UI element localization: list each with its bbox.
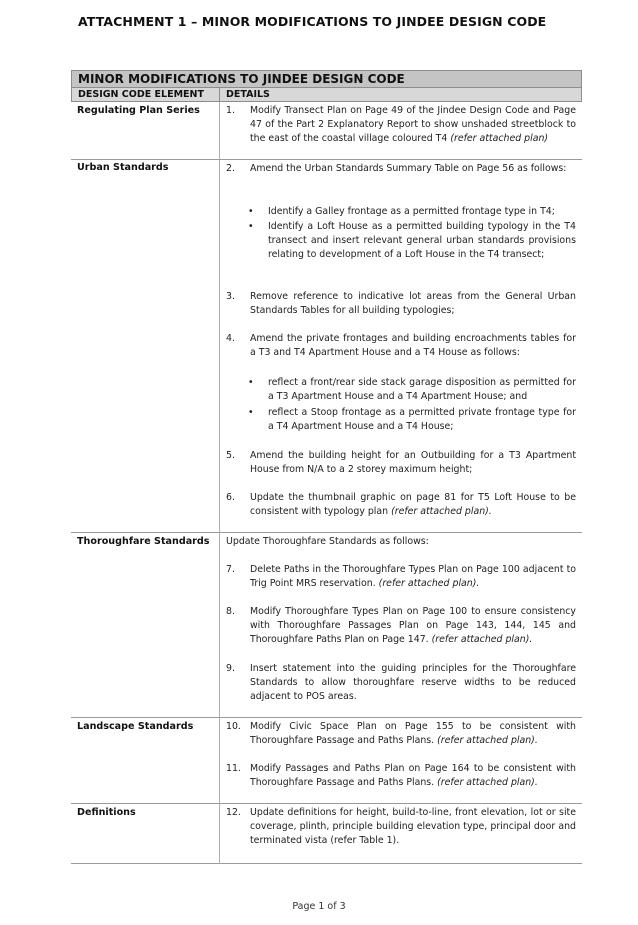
list-item: [226, 662, 576, 704]
item-number: 1.: [226, 105, 235, 116]
item-text: reflect a front/rear side stack garage disposition as permitted for a T3 Apartment House and a T4 Apartment House; and: [268, 377, 576, 402]
item-text: Delete Paths in the Thoroughfare Types Plan on Page 100 adjacent to Trig Point MRS reservation.: [250, 564, 576, 589]
row-divider: [71, 532, 582, 533]
item-number: 4.: [226, 333, 235, 344]
row-label-regulating-plan: Regulating Plan Series: [77, 105, 200, 116]
item-text: Update definitions for height, build-to-line, front elevation, lot or site coverage, plinth, principle building elevation type, principal door and terminated vista (refer Table 1).: [250, 807, 576, 846]
item-text: Amend the building height for an Outbuilding for a T3 Apartment House from N/A to a 2 storey maximum height;: [250, 450, 576, 475]
item-reference: (refer attached plan).: [437, 777, 538, 788]
item-reference: (refer attached plan).: [437, 735, 538, 746]
item-number: 5.: [226, 450, 235, 461]
column-header-element: DESIGN CODE ELEMENT: [71, 88, 219, 102]
modifications-table: [71, 70, 582, 864]
row-label-thoroughfare-standards: Thoroughfare Standards: [77, 536, 210, 547]
item-text: Identify a Loft House as a permitted building typology in the T4 transect and insert relevant general urban standards provisions relating to development of a Loft House in the T4 transect;: [268, 221, 576, 260]
list-item: [226, 720, 576, 748]
row-label-definitions: Definitions: [77, 807, 136, 818]
item-number: 11.: [226, 763, 241, 774]
item-number: 8.: [226, 606, 235, 617]
item-reference: (refer attached plan): [450, 133, 549, 144]
row-label-urban-standards: Urban Standards: [77, 162, 169, 173]
item-reference: (refer attached plan).: [431, 634, 533, 645]
item-number: 7.: [226, 564, 235, 575]
bullet: •: [248, 377, 254, 388]
list-item: [226, 406, 576, 434]
item-text: Modify Transect Plan on Page 49 of the Jindee Design Code and Page 47 of the Part 2 Explanatory Report to show unshaded streetblock to the east of the coastal village coloured T4: [250, 105, 576, 144]
list-item: [226, 491, 576, 519]
item-text: Amend the private frontages and building encroachments tables for a T3 and T4 Apartment House and a T4 House as follows:: [250, 333, 576, 358]
list-item: [226, 332, 576, 360]
item-number: 3.: [226, 291, 235, 302]
row-intro: Update Thoroughfare Standards as follows:: [226, 536, 429, 547]
list-item: [226, 205, 576, 219]
item-text: Modify Civic Space Plan on Page 155 to be consistent with Thoroughfare Passage and Paths Plans.: [250, 721, 576, 746]
bullet: •: [248, 206, 254, 217]
list-item: [226, 563, 576, 591]
list-item: [226, 806, 576, 848]
document-title: ATTACHMENT 1 – MINOR MODIFICATIONS TO JINDEE DESIGN CODE: [78, 14, 547, 29]
item-reference: (refer attached plan).: [391, 506, 492, 517]
item-text: Insert statement into the guiding principles for the Thoroughfare Standards to allow thoroughfare reserve widths to be reduced adjacent to POS areas.: [250, 663, 576, 702]
table-title: MINOR MODIFICATIONS TO JINDEE DESIGN CODE: [71, 70, 582, 88]
item-reference: (refer attached plan).: [378, 578, 480, 589]
row-divider: [71, 717, 582, 718]
item-number: 10.: [226, 721, 241, 732]
list-item: [226, 162, 576, 176]
item-text: Modify Thoroughfare Types Plan on Page 100 to ensure consistency with Thoroughfare Passages Plan on Page 143, 144, 145 and Thoroughfare Paths Plan on Page 147.: [250, 606, 576, 645]
list-item: [226, 605, 576, 647]
list-item: [226, 449, 576, 477]
column-divider: [219, 102, 220, 864]
page-number: Page 1 of 3: [292, 901, 346, 912]
list-item: [226, 376, 576, 404]
list-item: [226, 762, 576, 790]
item-text: Update the thumbnail graphic on page 81 for T5 Loft House to be consistent with typology plan: [250, 492, 576, 517]
row-divider: [71, 803, 582, 804]
item-text: Identify a Galley frontage as a permitted frontage type in T4;: [268, 206, 555, 217]
item-number: 6.: [226, 492, 235, 503]
item-number: 9.: [226, 663, 235, 674]
item-text: Modify Passages and Paths Plan on Page 164 to be consistent with Thoroughfare Passage and Paths Plans.: [250, 763, 576, 788]
list-item: [226, 220, 576, 262]
item-number: 2.: [226, 163, 235, 174]
row-divider: [71, 159, 582, 160]
item-number: 12.: [226, 807, 241, 818]
item-text: Remove reference to indicative lot areas from the General Urban Standards Tables for all building typologies;: [250, 291, 576, 316]
list-item: [226, 104, 576, 146]
item-text: reflect a Stoop frontage as a permitted private frontage type for a T4 Apartment House and a T4 House;: [268, 407, 576, 432]
item-text: Amend the Urban Standards Summary Table on Page 56 as follows:: [250, 163, 567, 174]
bullet: •: [248, 221, 254, 232]
column-header-details: DETAILS: [219, 88, 582, 102]
bullet: •: [248, 407, 254, 418]
list-item: [226, 290, 576, 318]
row-label-landscape-standards: Landscape Standards: [77, 721, 194, 732]
